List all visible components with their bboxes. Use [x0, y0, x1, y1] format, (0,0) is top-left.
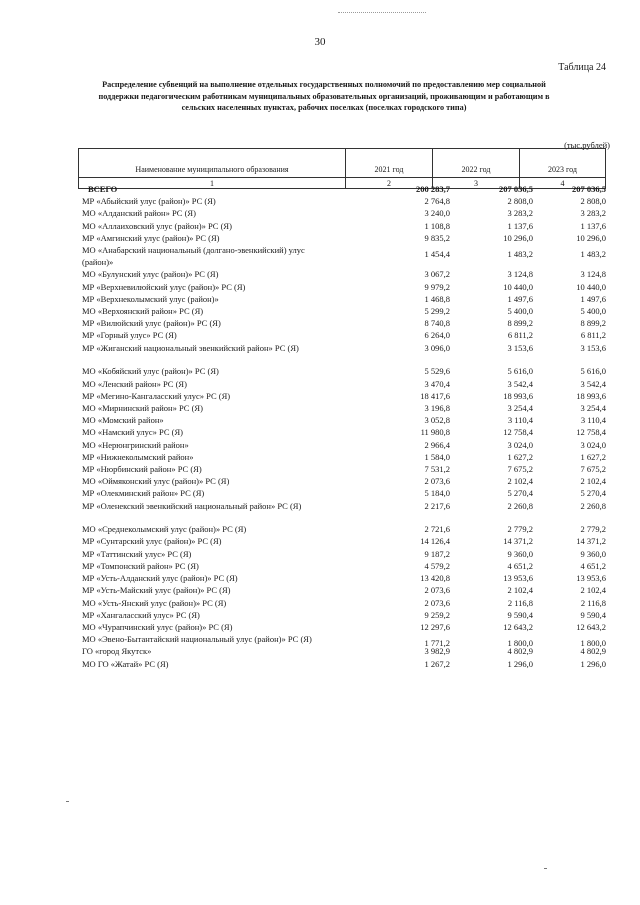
total-row [82, 183, 606, 195]
row-name: МР «Олекминский район» РС (Я) [82, 488, 205, 499]
row-name: МР «Вилюйский улус (район)» РС (Я) [82, 318, 221, 329]
value-2022: 2 808,0 [507, 196, 533, 207]
value-2021: 8 740,8 [424, 318, 450, 329]
value-2021: 5 299,2 [424, 306, 450, 317]
row-name: МО «Анабарский национальный (долгано-эвенкийский) улус (район)» [82, 245, 305, 268]
row-name: МО «Мирнинский район» РС (Я) [82, 402, 203, 413]
table-row [82, 463, 606, 475]
value-2021: 9 259,2 [424, 609, 450, 620]
top-divider [338, 12, 426, 13]
row-name: МО «Кобяйский улус (район)» РС (Я) [82, 366, 219, 377]
table-row [82, 305, 606, 317]
row-name: МО «Оймяконский улус (район)» РС (Я) [82, 476, 230, 487]
value-2021: 11 980,8 [420, 427, 450, 438]
value-2021: 2 073,6 [424, 597, 450, 608]
table-row [82, 487, 606, 499]
table-row [82, 207, 606, 219]
value-2022: 4 802,9 [507, 646, 533, 657]
value-2021: 2 764,8 [424, 196, 450, 207]
value-2023: 3 124,8 [580, 269, 606, 280]
value-2022: 8 899,2 [507, 318, 533, 329]
value-2021: 2 966,4 [424, 439, 450, 450]
value-2022: 3 254,4 [507, 402, 533, 413]
column-number-3: 3 [433, 178, 520, 189]
value-2022: 5 616,0 [507, 366, 533, 377]
value-2022: 3 110,4 [507, 415, 533, 426]
value-2021: 2 073,6 [424, 476, 450, 487]
value-2021: 1 267,2 [424, 658, 450, 669]
row-name: МО «Усть-Янский улус (район)» РС (Я) [82, 597, 227, 608]
value-2022: 7 675,2 [507, 463, 533, 474]
row-name: МР «Абыйский улус (район)» РС (Я) [82, 196, 216, 207]
row-name: МО «Аллаиховский улус (район)» РС (Я) [82, 220, 232, 231]
value-2022: 2 260,8 [507, 500, 533, 511]
value-2021: 3 240,0 [424, 208, 450, 219]
table-row [82, 402, 606, 414]
value-2022: 3 153,6 [507, 342, 533, 353]
table-row [82, 475, 606, 487]
units-label: (тыс.рублей) [564, 140, 610, 150]
value-2021: 3 982,9 [424, 646, 450, 657]
total-label: ВСЕГО [88, 184, 118, 194]
row-name: МР «Нюрбинский район» РС (Я) [82, 463, 202, 474]
table-row [82, 645, 606, 657]
value-2022: 3 283,2 [507, 208, 533, 219]
value-2022: 2 102,4 [507, 585, 533, 596]
table-row [82, 426, 606, 438]
value-2023: 8 899,2 [580, 318, 606, 329]
value-2022: 2 102,4 [507, 476, 533, 487]
value-2023: 3 024,0 [580, 439, 606, 450]
value-2023: 4 651,2 [580, 560, 606, 571]
value-2023: 3 110,4 [580, 415, 606, 426]
row-name: ГО «город Якутск» [82, 646, 152, 657]
table-row [82, 329, 606, 341]
table-row [82, 523, 606, 535]
table-row [82, 268, 606, 280]
value-2022: 2 116,8 [507, 597, 533, 608]
value-2023: 5 400,0 [580, 306, 606, 317]
table-row [82, 317, 606, 329]
value-2023: 1 137,6 [580, 220, 606, 231]
table-row [82, 633, 606, 649]
row-name: МО «Нерюнгринский район» [82, 439, 189, 450]
row-name: МО «Булунский улус (район)» РС (Я) [82, 269, 219, 280]
value-2023: 2 260,8 [580, 500, 606, 511]
total-2023: 207 036,5 [572, 184, 606, 194]
value-2023: 1 497,6 [580, 293, 606, 304]
table-row [82, 220, 606, 232]
value-2021: 2 217,6 [424, 500, 450, 511]
value-2021: 12 297,6 [420, 621, 450, 632]
header-2021: 2021 год [346, 149, 433, 178]
row-name: МР «Мегино-Кангаласский улус» РС (Я) [82, 390, 231, 401]
value-2021: 5 184,0 [424, 488, 450, 499]
value-2022: 1 627,2 [507, 451, 533, 462]
value-2023: 4 802,9 [580, 646, 606, 657]
total-2022: 207 036,5 [499, 184, 533, 194]
value-2022: 10 296,0 [503, 232, 533, 243]
table-row [82, 232, 606, 244]
value-2022: 10 440,0 [503, 281, 533, 292]
table-row [82, 535, 606, 547]
value-2021: 3 052,8 [424, 415, 450, 426]
scan-speck [66, 801, 69, 802]
value-2021: 9 187,2 [424, 548, 450, 559]
value-2021: 6 264,0 [424, 330, 450, 341]
value-2023: 3 283,2 [580, 208, 606, 219]
value-2022: 12 643,2 [503, 621, 533, 632]
table-row [82, 548, 606, 560]
row-spacer [82, 354, 606, 366]
value-2022: 3 542,4 [507, 378, 533, 389]
row-name: МР «Амгинский улус (район)» РС (Я) [82, 232, 220, 243]
header-2023: 2023 год [520, 149, 606, 178]
value-2021: 3 096,0 [424, 342, 450, 353]
value-2021: 9 979,2 [424, 281, 450, 292]
value-2021: 9 835,2 [424, 232, 450, 243]
table-row [82, 293, 606, 305]
value-2021: 5 529,6 [424, 366, 450, 377]
row-spacer [82, 512, 606, 524]
row-name: МО «Верхоянский район» РС (Я) [82, 306, 204, 317]
table-row [82, 451, 606, 463]
value-2021: 1 468,8 [424, 293, 450, 304]
table-row [82, 195, 606, 207]
value-2021: 2 073,6 [424, 585, 450, 596]
row-name: МО «Момский район» [82, 415, 164, 426]
value-2022: 9 360,0 [507, 548, 533, 559]
table-row [82, 597, 606, 609]
value-2022: 1 497,6 [507, 293, 533, 304]
value-2023: 1 800,0 [580, 638, 606, 649]
value-2023: 14 371,2 [576, 536, 606, 547]
column-number-4: 4 [520, 178, 606, 189]
row-name: МР «Верхневилюйский улус (район)» РС (Я) [82, 281, 246, 292]
scan-speck [544, 868, 547, 869]
row-name: МО «Ленский район» РС (Я) [82, 378, 187, 389]
row-name: МР «Сунтарский улус (район)» РС (Я) [82, 536, 222, 547]
value-2023: 9 590,4 [580, 609, 606, 620]
value-2023: 3 542,4 [580, 378, 606, 389]
value-2022: 13 953,6 [503, 573, 533, 584]
table-label: Таблица 24 [558, 62, 606, 73]
row-name: МО «Чурапчинский улус (район)» РС (Я) [82, 621, 233, 632]
value-2023: 10 296,0 [576, 232, 606, 243]
row-name: МР «Томпонский район» РС (Я) [82, 560, 199, 571]
value-2023: 2 102,4 [580, 476, 606, 487]
value-2023: 1 296,0 [580, 658, 606, 669]
row-name: МР «Жиганский национальный эвенкийский район» РС (Я) [82, 342, 299, 353]
value-2021: 3 196,8 [424, 402, 450, 413]
value-2023: 6 811,2 [580, 330, 606, 341]
row-name: МО ГО «Жатай» РС (Я) [82, 658, 169, 669]
table-row [82, 609, 606, 621]
page-number: 30 [314, 36, 326, 48]
table-row [82, 281, 606, 293]
value-2023: 2 116,8 [580, 597, 606, 608]
row-name: МО «Алданский район» РС (Я) [82, 208, 196, 219]
row-name: МР «Таттинский улус» РС (Я) [82, 548, 192, 559]
value-2022: 3 024,0 [507, 439, 533, 450]
row-name: МР «Горный улус» РС (Я) [82, 330, 177, 341]
value-2021: 3 067,2 [424, 269, 450, 280]
value-2022: 6 811,2 [507, 330, 533, 341]
value-2022: 12 758,4 [503, 427, 533, 438]
column-number-2: 2 [346, 178, 433, 189]
row-name: МР «Хангаласский улус» РС (Я) [82, 609, 200, 620]
table-row [82, 378, 606, 390]
value-2023: 9 360,0 [580, 548, 606, 559]
value-2021: 1 454,4 [424, 249, 450, 260]
value-2022: 1 800,0 [507, 638, 533, 649]
value-2023: 2 779,2 [580, 524, 606, 535]
table-title: Распределение субвенций на выполнение отдельных государственных полномочий по предоставлению мер социальной поддержки педагогическим работникам муниципальных образовательных организаций, проживающим и работающим в сельских населенных пунктах, рабочих поселках (поселках городского типа) [98, 80, 550, 113]
column-number-1: 1 [79, 178, 346, 189]
value-2021: 3 470,4 [424, 378, 450, 389]
value-2023: 3 254,4 [580, 402, 606, 413]
value-2023: 1 627,2 [580, 451, 606, 462]
value-2021: 14 126,4 [420, 536, 450, 547]
table-row [82, 390, 606, 402]
row-name: МР «Усть-Майский улус (район)» РС (Я) [82, 585, 231, 596]
row-name: МР «Нижнеколымский район» [82, 451, 194, 462]
value-2023: 3 153,6 [580, 342, 606, 353]
table-row [82, 244, 606, 268]
value-2022: 9 590,4 [507, 609, 533, 620]
row-name: МО «Среднеколымский улус (район)» РС (Я) [82, 524, 247, 535]
table-row [82, 621, 606, 633]
table-row [82, 414, 606, 426]
value-2023: 12 758,4 [576, 427, 606, 438]
row-name: МР «Усть-Алданский улус (район)» РС (Я) [82, 573, 238, 584]
value-2022: 18 993,6 [503, 390, 533, 401]
table-row [82, 500, 606, 512]
value-2021: 7 531,2 [424, 463, 450, 474]
table-body [82, 183, 606, 670]
value-2023: 1 483,2 [580, 249, 606, 260]
value-2022: 1 296,0 [507, 658, 533, 669]
value-2022: 4 651,2 [507, 560, 533, 571]
table-row [82, 572, 606, 584]
value-2023: 2 808,0 [580, 196, 606, 207]
value-2023: 7 675,2 [580, 463, 606, 474]
value-2021: 1 108,8 [424, 220, 450, 231]
value-2023: 12 643,2 [576, 621, 606, 632]
value-2022: 1 483,2 [507, 249, 533, 260]
table-row [82, 365, 606, 377]
value-2022: 2 779,2 [507, 524, 533, 535]
value-2022: 1 137,6 [507, 220, 533, 231]
value-2023: 2 102,4 [580, 585, 606, 596]
value-2023: 13 953,6 [576, 573, 606, 584]
value-2021: 1 771,2 [424, 638, 450, 649]
value-2021: 4 579,2 [424, 560, 450, 571]
value-2023: 5 616,0 [580, 366, 606, 377]
value-2021: 13 420,8 [420, 573, 450, 584]
value-2023: 10 440,0 [576, 281, 606, 292]
header-2022: 2022 год [433, 149, 520, 178]
table-row [82, 560, 606, 572]
value-2022: 5 270,4 [507, 488, 533, 499]
value-2021: 1 584,0 [424, 451, 450, 462]
value-2021: 18 417,6 [420, 390, 450, 401]
header-name: Наименование муниципального образования [79, 149, 346, 178]
table-row [82, 439, 606, 451]
value-2021: 2 721,6 [424, 524, 450, 535]
value-2022: 14 371,2 [503, 536, 533, 547]
row-name: МО «Эвено-Бытантайский национальный улус (район)» РС (Я) [82, 634, 312, 645]
table-row [82, 584, 606, 596]
value-2022: 5 400,0 [507, 306, 533, 317]
row-name: МР «Верхнеколымский улус (район)» [82, 293, 219, 304]
value-2023: 18 993,6 [576, 390, 606, 401]
row-name: МР «Оленекский эвенкийский национальный район» РС (Я) [82, 500, 302, 511]
table-row [82, 658, 606, 670]
value-2022: 3 124,8 [507, 269, 533, 280]
table-row [82, 342, 606, 354]
total-2021: 200 283,7 [416, 184, 450, 194]
row-name: МО «Намский улус» РС (Я) [82, 427, 183, 438]
value-2023: 5 270,4 [580, 488, 606, 499]
